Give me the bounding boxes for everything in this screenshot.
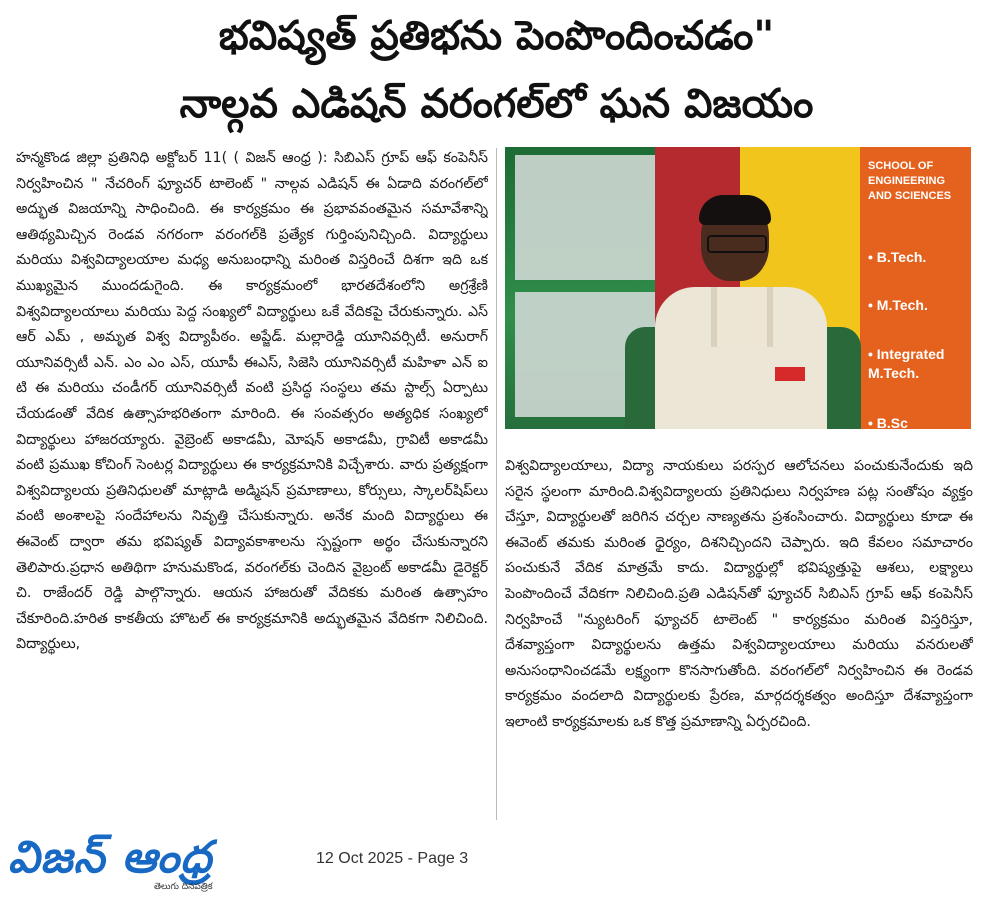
speaker-shirt bbox=[711, 287, 773, 347]
sign-school-of-engineering: SCHOOL OF ENGINEERING AND SCIENCES bbox=[868, 160, 952, 202]
sign-integrated-mtech: • Integrated M.Tech. bbox=[868, 346, 945, 381]
speaker-glasses bbox=[707, 235, 767, 253]
sign-mtech: • M.Tech. bbox=[868, 297, 928, 313]
headline-line-2: నాల్గవ ఎడిషన్ వరంగల్‌లో ఘన విజయం bbox=[179, 81, 814, 127]
article-photo bbox=[505, 147, 971, 429]
edition-date-page: 12 Oct 2025 - Page 3 bbox=[316, 850, 469, 867]
logo-wordmark: విజన్ ఆంధ్ర bbox=[8, 832, 213, 883]
logo-tagline: తెలుగు దినపత్రిక bbox=[154, 882, 213, 892]
speaker-badge bbox=[775, 367, 805, 381]
headline-line-1: భవిష్యత్ ప్రతిభను పెంపొందించడం" bbox=[218, 13, 775, 59]
column-divider bbox=[496, 148, 497, 820]
article-right-text: విశ్వవిద్యాలయాలు, విద్యా నాయకులు పరస్పర ఆలోచనలు పంచుకునేందుకు ఇది సరైన స్థలంగా మారింది.విశ్వవిద్యాలయ ప్రతినిధులు నిర్వహణ పట్ల సంతోషం వ్యక్తం చేస్తూ, విద్యార్థులతో జరిగిన చర్చల నాణ్యతను ప్రశంసించారు. విద్యార్థులు కూడా ఈ ఈవెంట్ తమకు మరింత ధైర్యం, దిశనిచ్చిందని చెప్పారు. ఇది కేవలం సమాచారం పంచుకునే వేదిక మాత్రమే కాదు. విద్యార్థుల్లో భవిష్యత్తుపై ఆశలు, లక్ష్యాలు పెంపొందించే వేదికగా నిలిచింది.ప్రతి ఎడిషన్‌తో ఫ్యూచర్ సిబిఎస్ గ్రూప్ ఆఫ్ కంపెనీస్ నిర్వహించే "న్యుటరింగ్ ఫ్యూచర్ టాలెంట్ " కార్యక్రమం మరింత విస్తరిస్తూ, దేశవ్యాప్తంగా విద్యార్థులను ఉత్తమ విశ్వవిద్యాలయాలు మరియు వనరులతో అనుసంధానించడమే లక్ష్యంగా కొనసాగుతోంది. వరంగల్‌లో నిర్వహించిన ఈ రెండవ కార్యక్రమం వందలాది విద్యార్థులకు ప్రేరణ, మార్గదర్శకత్వం అందిస్తూ దేశవ్యాప్తంగా ఇలాంటి కార్యక్రమాలకు ఒక కొత్త ప్రమాణాన్ని ఏర్పరచింది. bbox=[505, 458, 973, 730]
article-right-column bbox=[505, 454, 973, 822]
article-left-text: హన్మకొండ జిల్లా ప్రతినిధి అక్టోబర్ 11( ( విజన్ ఆంధ్ర ): సిబిఎస్ గ్రూప్ ఆఫ్ కంపెనీస్ నిర్వహించిన " నేచరింగ్ ఫ్యూచర్ టాలెంట్ " నాల్గవ ఎడిషన్ ఈ ఏడాది వరంగల్‌లో అద్భుత విజయాన్ని సాధించింది. ఈ కార్యక్రమం ఈ ప్రభావవంతమైన సమావేశాన్ని ఆతిథ్యమిచ్చిన రెండవ నగరంగా వరంగల్‌కి ప్రత్యేక గుర్తింపునిచ్చింది. విద్యార్థులు మరియు విశ్వవిద్యాలయాల మధ్య అనుబంధాన్ని మరింత విస్తరించే దిశగా ఇది ఒక ముఖ్యమైన ముందడుగైంది. ఈ కార్యక్రమంలో భారతదేశంలోని అగ్రశ్రేణి విశ్వవిద్యాలయాలు మరియు పెద్ద సంఖ్యలో విద్యార్థులు ఒకే వేదికపై చేరుకున్నారు. ఎస్ ఆర్ ఎమ్ , అమృత విశ్వ విద్యాపీఠం. అప్జేడ్. మల్లారెడ్డి యూనివర్సిటీ. అనురాగ్ యూనివర్సిటీ ఎన్. ఎం ఎం ఎస్, యూపీ ఈఎస్, సిజెసి యూనివర్సిటీ మహిళా ఎన్ ఐ టి ఈ మరియు చండీగర్ యూనివర్సిటీ వంటి ప్రసిద్ధ సంస్థలు తమ స్టాల్స్ ఏర్పాటు చేయడంతో వేదిక ఉత్సాహభరితంగా మారింది. ఈ సంవత్సరం అత్యధిక సంఖ్యలో విద్యార్థులు హాజరయ్యారు. వైబ్రెంట్ అకాడమీ, మోషన్ అకాడమీ, గ్రావిటీ అకాడమీ వంటి ప్రముఖ కోచింగ్ సెంటర్ల విద్యార్థులు ఈ కార్యక్రమానికి విచ్చేశారు. వారు ప్రత్యక్షంగా విశ్వవిద్యాలయ ప్రతినిధులతో మాట్లాడి అడ్మిషన్ ప్రమాణాలు, కోర్సులు, స్కాలర్‌షిప్‌లు వంటి అంశాలపై సందేహాలను నివృత్తి చేసుకున్నారు. అనేక మంది విద్యార్థులు ఈ ఈవెంట్ ద్వారా తమ భవిష్యత్ విద్యావకాశాలను స్పష్టంగా అర్థం చేసుకున్నారని తెలిపారు.ప్రధాన అతిథిగా హనుమకొండ, వరంగల్‌కు చెందిన వైబ్రంట్ అకాడమీ డైరెక్టర్ చి. రాజేందర్ రెడ్డి పాల్గొన్నారు. ఆయన హాజరుతో వేదికకు మరింత ఉత్సాహం చేకూరింది.హరిత కాకతీయ హొటల్ ఈ కార్యక్రమానికి అద్భుతమైన వేదికగా నిలిచింది. విద్యార్థులు, bbox=[16, 150, 488, 653]
sign-btech: • B.Tech. bbox=[868, 249, 927, 265]
speaker-hair bbox=[699, 195, 771, 225]
photo-poster-top bbox=[515, 155, 655, 280]
newspaper-logo bbox=[8, 832, 300, 894]
speaker-arm-right bbox=[821, 327, 861, 429]
article-left-column bbox=[16, 146, 488, 822]
sign-bsc: • B.Sc bbox=[868, 415, 908, 429]
